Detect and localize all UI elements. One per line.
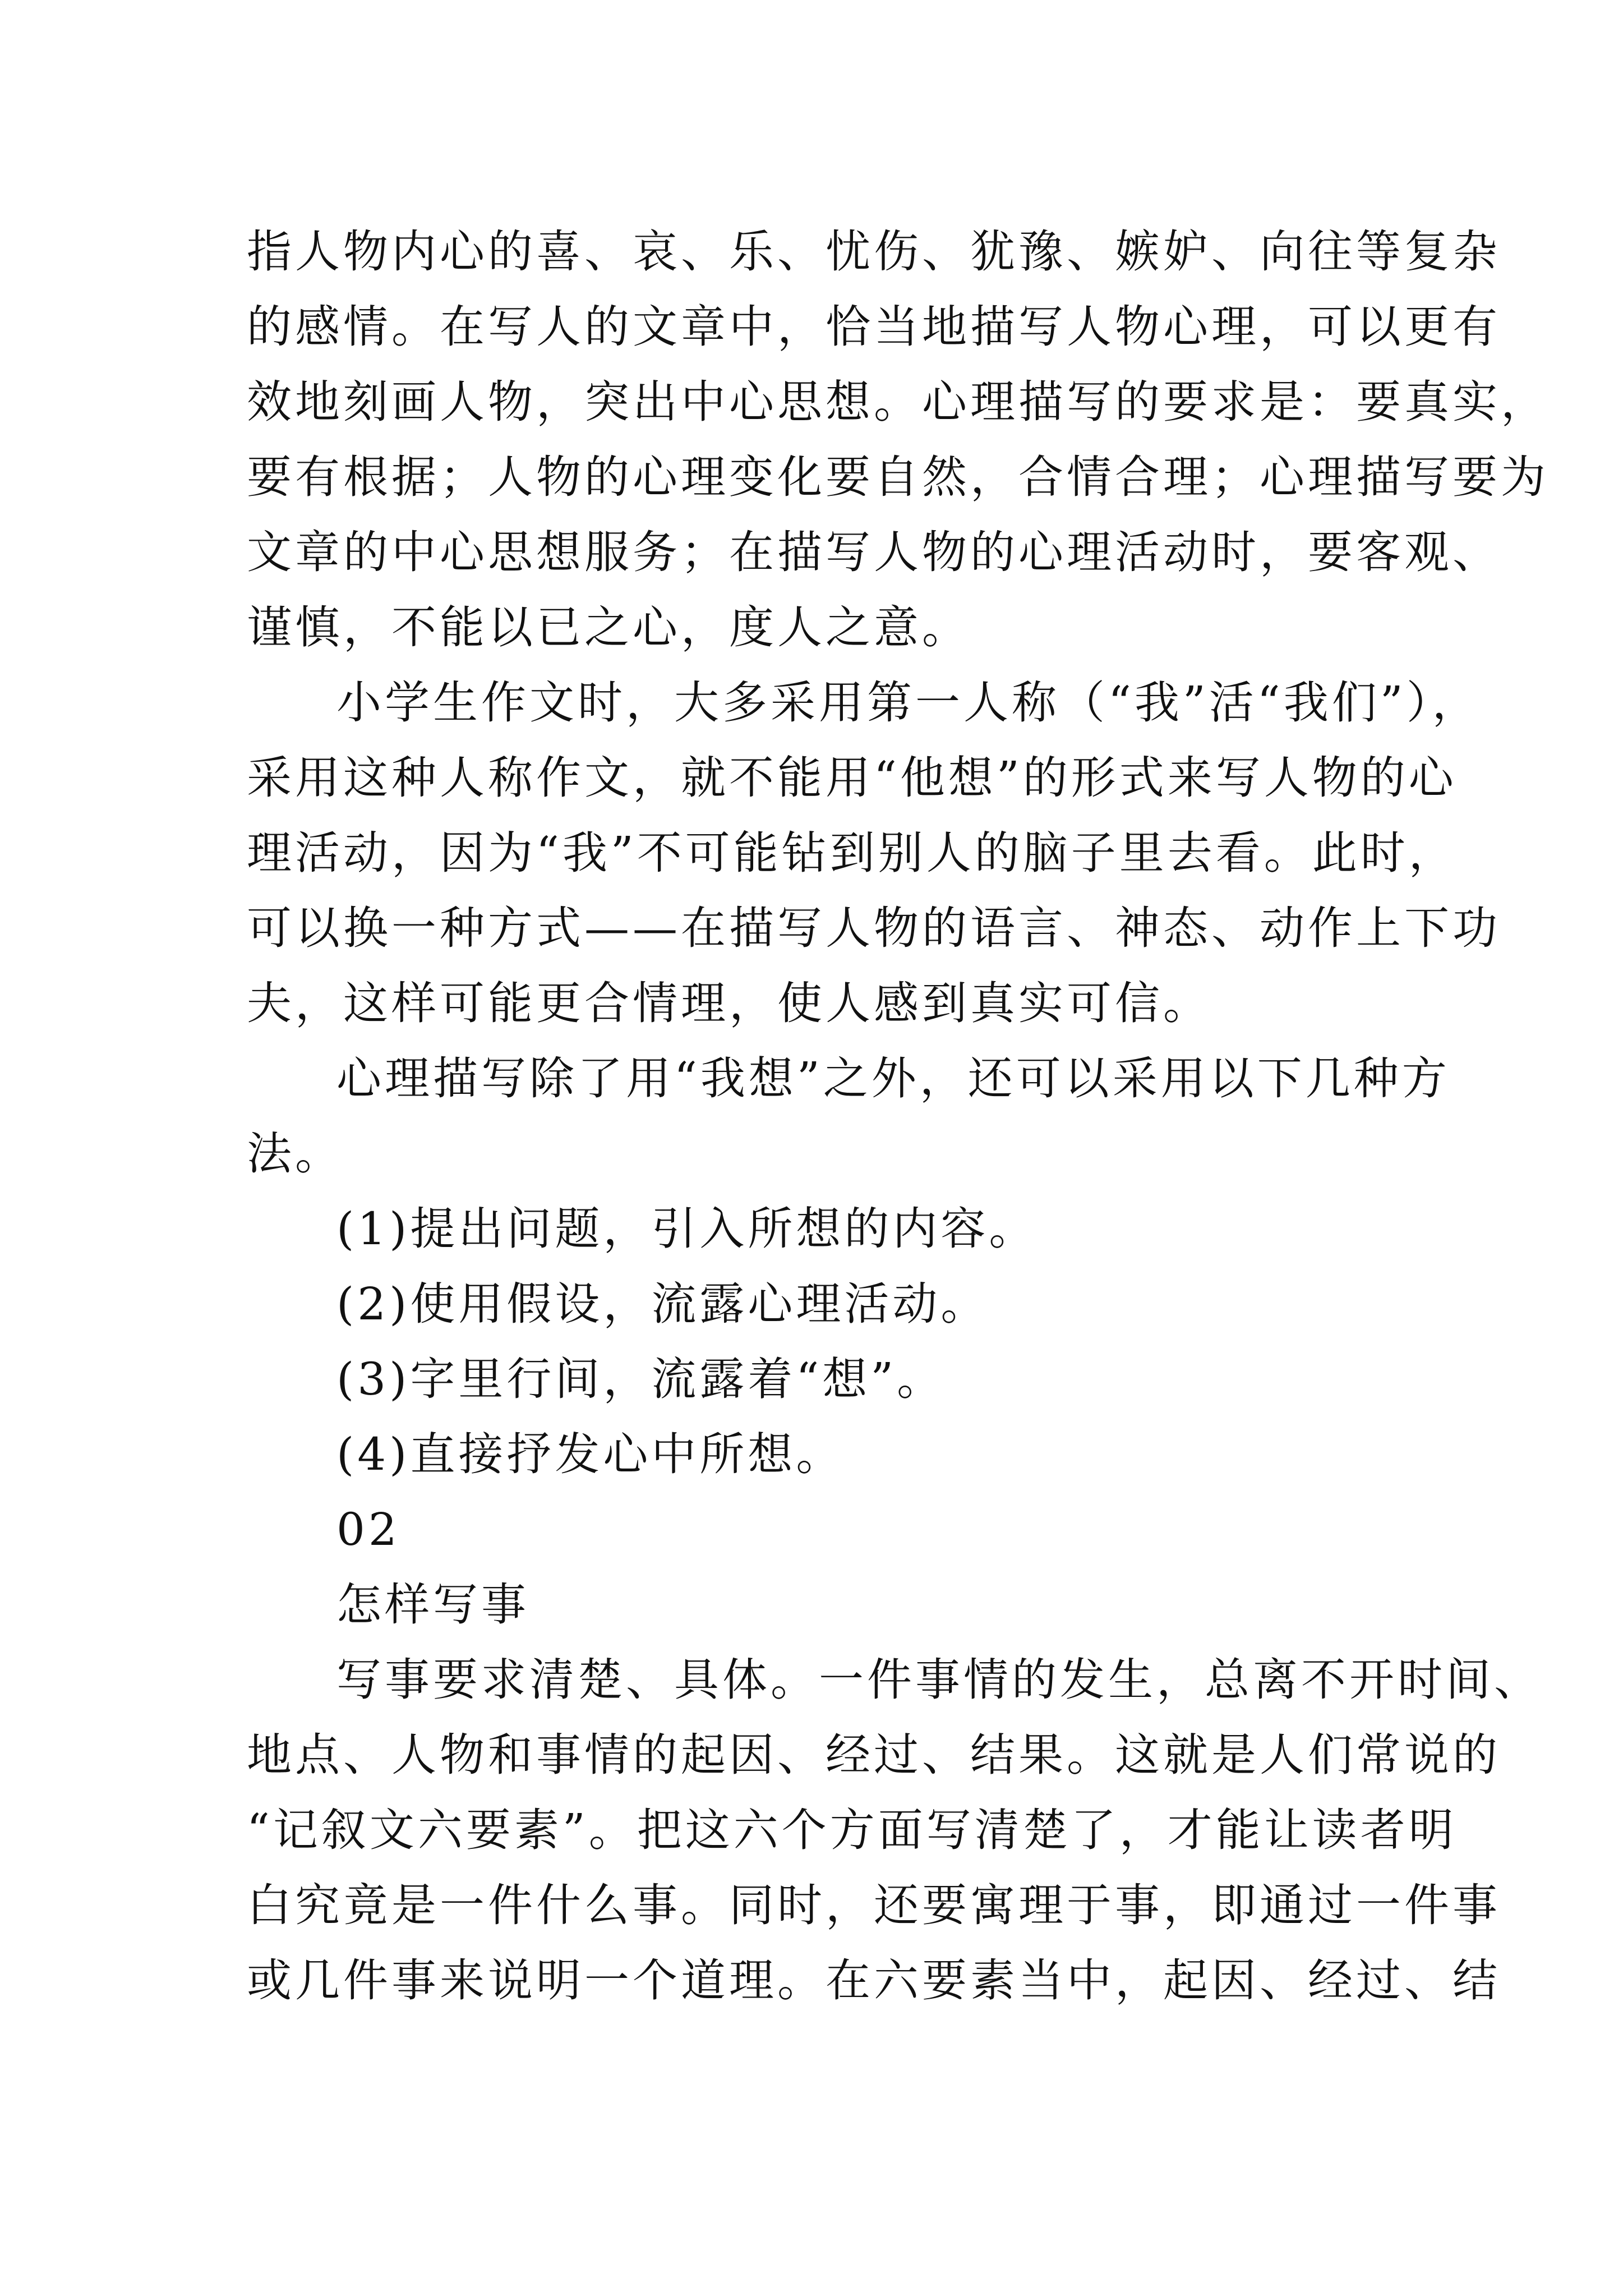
text-line: 效地刻画人物，突出中心思想。心理描写的要求是：要真实， — [247, 376, 1549, 428]
method-item-2 — [247, 1267, 1413, 1342]
text-line: 的感情。在写人的文章中，恰当地描写人物心理，可以更有 — [247, 301, 1501, 353]
section-heading — [247, 1567, 1413, 1642]
text-line: (2)使用假设，流露心理活动。 — [336, 1278, 989, 1330]
text-line: “记叙文六要素”。把这六个方面写清楚了，才能让读者明 — [247, 1804, 1457, 1856]
text-line: 小学生作文时，大多采用第一人称（“我”活“我们”）， — [336, 677, 1481, 729]
paragraph-methods-intro — [247, 1041, 1450, 1191]
paragraph-first-person — [247, 665, 1501, 1041]
text-line: (4)直接抒发心中所想。 — [336, 1428, 845, 1480]
text-line: 指人物内心的喜、哀、乐、忧伤、犹豫、嫉妒、向往等复杂 — [247, 226, 1501, 278]
text-line: 写事要求清楚、具体。一件事情的发生，总离不开时间、 — [336, 1654, 1542, 1706]
document-body — [247, 214, 1549, 2018]
text-line: 采用这种人称作文，就不能用“他想”的形式来写人物的心 — [247, 752, 1457, 804]
text-line: 02 — [336, 1503, 400, 1556]
method-item-4 — [247, 1417, 1413, 1492]
text-line: (1)提出问题，引入所想的内容。 — [336, 1203, 1038, 1255]
text-line: 或几件事来说明一个道理。在六要素当中，起因、经过、结 — [247, 1954, 1501, 2007]
text-line: 地点、人物和事情的起因、经过、结果。这就是人们常说的 — [247, 1729, 1501, 1781]
text-line: 法。 — [247, 1128, 343, 1180]
section-number — [247, 1492, 1413, 1567]
text-line: 理活动，因为“我”不可能钻到别人的脑子里去看。此时， — [247, 827, 1457, 879]
text-line: 要有根据；人物的心理变化要自然，合情合理；心理描写要为 — [247, 451, 1549, 503]
method-item-1 — [247, 1191, 1413, 1267]
text-line: 谨慎，不能以已之心，度人之意。 — [247, 601, 970, 654]
text-line: 心理描写除了用“我想”之外，还可以采用以下几种方 — [336, 1052, 1450, 1105]
paragraph-psych-definition — [247, 214, 1549, 665]
text-line: (3)字里行间，流露着“想”。 — [336, 1353, 946, 1405]
text-line: 怎样写事 — [336, 1579, 529, 1631]
text-line: 可以换一种方式——在描写人物的语言、神态、动作上下功 — [247, 902, 1501, 954]
method-item-3 — [247, 1342, 1413, 1417]
paragraph-writing-events — [247, 1642, 1542, 2018]
text-line: 白究竟是一件什么事。同时，还要寓理于事，即通过一件事 — [247, 1879, 1501, 1931]
text-line: 文章的中心思想服务；在描写人物的心理活动时，要客观、 — [247, 526, 1501, 578]
text-line: 夫，这样可能更合情理，使人感到真实可信。 — [247, 977, 1211, 1029]
